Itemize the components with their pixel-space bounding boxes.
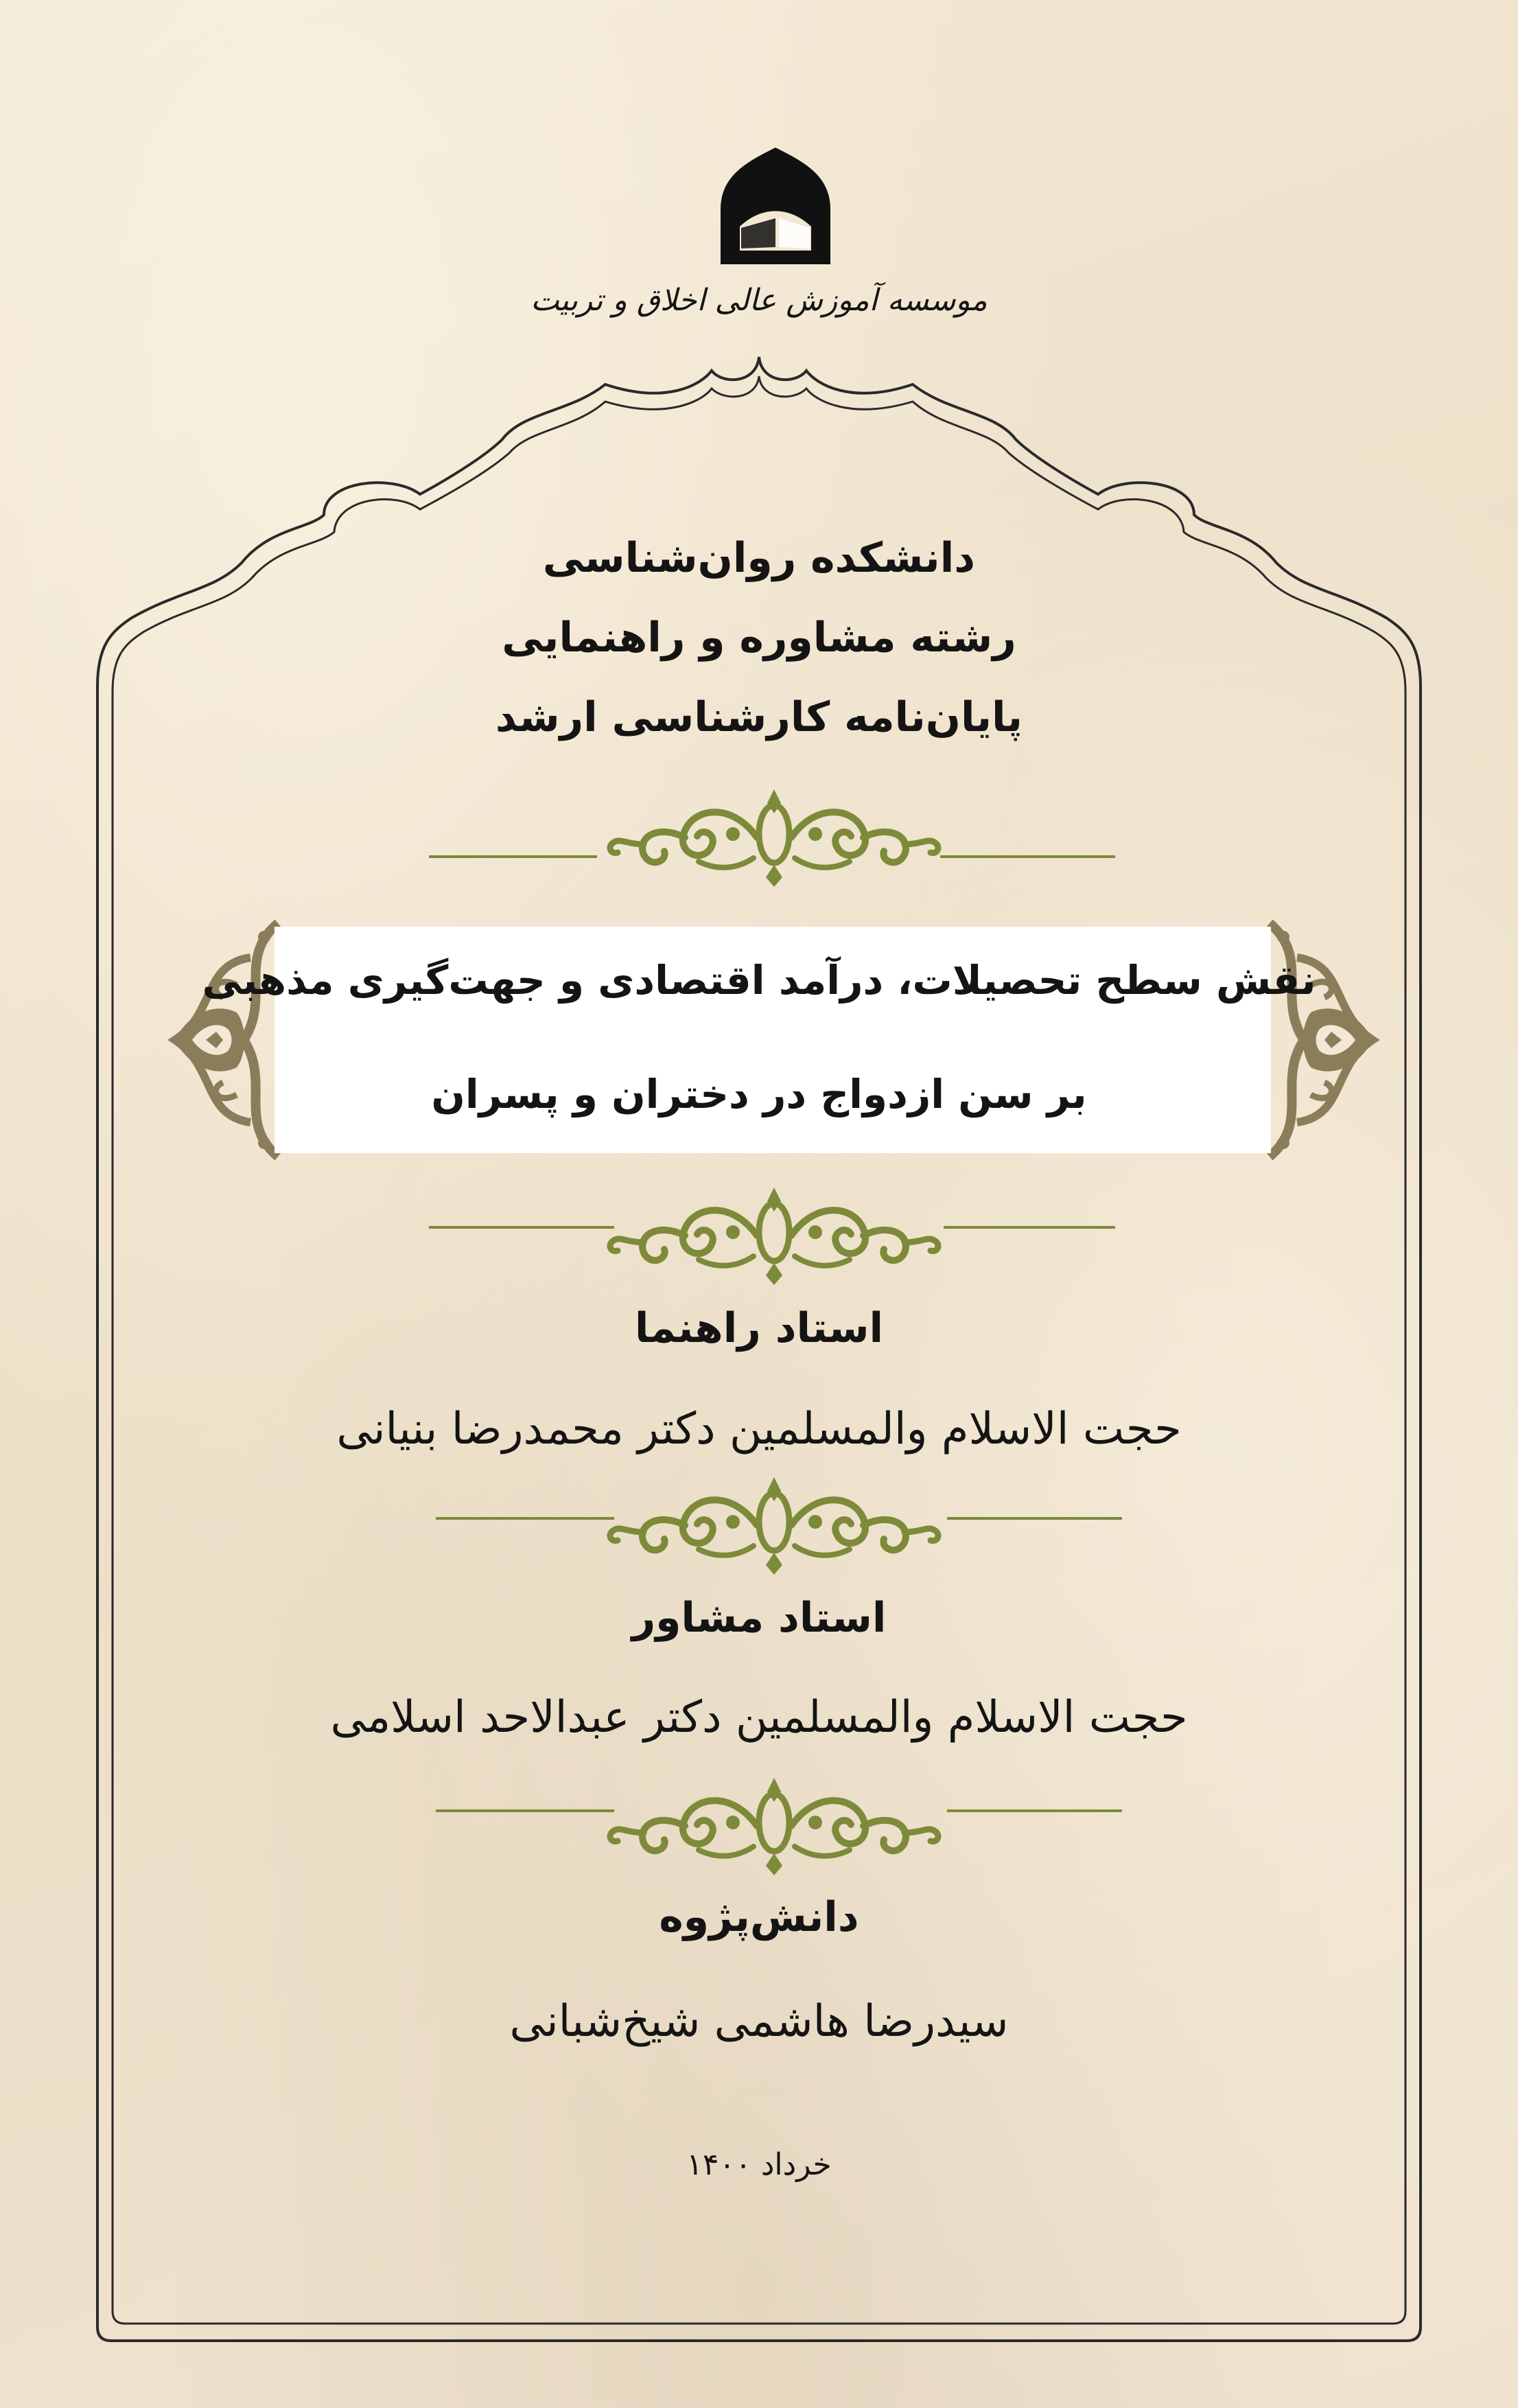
student-heading: دانش‌پژوه [659, 1893, 859, 1941]
degree-name: پایان‌نامه کارشناسی ارشد [495, 693, 1023, 741]
divider-ornament-1 [429, 789, 1115, 887]
advisor-name: حجت الاسلام والمسلمین دکتر عبدالاحد اسلامی [330, 1692, 1188, 1743]
supervisor-heading: استاد راهنما [634, 1304, 884, 1352]
defense-date: خرداد ۱۴۰۰ [686, 2147, 832, 2182]
divider-ornament-4 [436, 1778, 1122, 1875]
divider-ornament-2 [429, 1188, 1115, 1285]
advisor-heading: استاد مشاور [631, 1594, 887, 1642]
thesis-title-line-2: بر سن ازدواج در دختران و پسران [431, 1071, 1087, 1118]
divider-ornament-3 [436, 1477, 1122, 1575]
institute-name: موسسه آموزش عالی اخلاق و تربیت [530, 283, 988, 318]
field-name: رشته مشاوره و راهنمایی [502, 614, 1016, 662]
student-name: سیدرضا هاشمی شیخ‌شبانی [509, 1996, 1009, 2047]
thesis-title-line-1: نقش سطح تحصیلات، درآمد اقتصادی و جهت‌گیری مذهبی [202, 957, 1316, 1004]
supervisor-name: حجت الاسلام والمسلمین دکتر محمدرضا بنیانی [336, 1404, 1182, 1455]
faculty-name: دانشکده روان‌شناسی [542, 534, 976, 582]
institute-logo [721, 148, 830, 264]
